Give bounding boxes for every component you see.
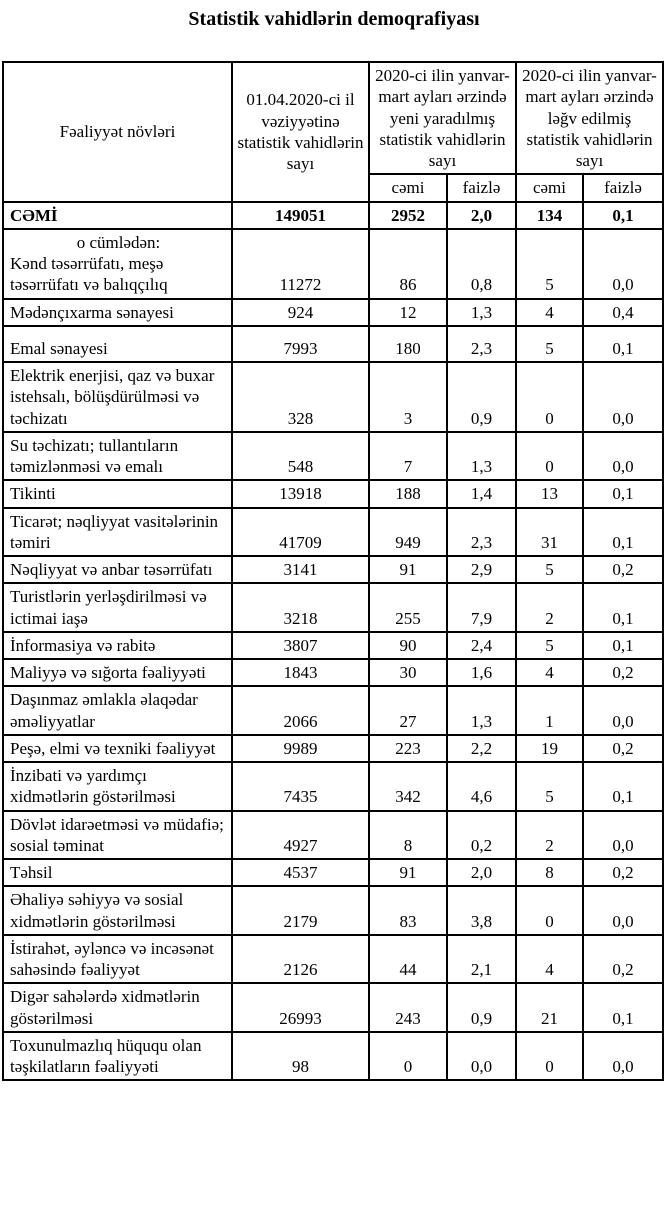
- created-percent-cell: 2,0: [447, 202, 516, 229]
- table-row: [3, 508, 663, 557]
- created-total-cell: 2952: [369, 202, 447, 229]
- table-row: [3, 632, 663, 659]
- created-total-cell: 83: [369, 886, 447, 935]
- row-label: İnzibati və yardımçı xidmətlərin göstərilməsi: [10, 766, 176, 807]
- liquidated-total-cell: 2: [516, 583, 583, 632]
- units-count-cell: 26993: [232, 983, 369, 1032]
- subheader-created-percent: faizlə: [447, 174, 516, 201]
- created-total-cell: 86: [369, 229, 447, 299]
- table-row: [3, 299, 663, 326]
- liquidated-percent-cell: 0,1: [583, 508, 663, 557]
- liquidated-total-cell: 4: [516, 299, 583, 326]
- liquidated-total-cell: 4: [516, 935, 583, 984]
- table-row: [3, 326, 663, 362]
- row-label: Dövlət idarəetməsi və müdafiə; sosial təminat: [10, 814, 224, 855]
- created-total-cell: 255: [369, 583, 447, 632]
- units-count-cell: 3807: [232, 632, 369, 659]
- created-percent-cell: 2,4: [447, 632, 516, 659]
- created-percent-cell: 0,9: [447, 362, 516, 432]
- liquidated-percent-cell: 0,2: [583, 935, 663, 984]
- row-label: Su təchizatı; tullantıların təmizlənməsi və emalı: [10, 435, 179, 476]
- activity-label-cell: [3, 811, 232, 860]
- created-percent-cell: 3,8: [447, 886, 516, 935]
- liquidated-percent-cell: 0,1: [583, 983, 663, 1032]
- row-label: Daşınmaz əmlakla əlaqədar əməliyyatlar: [10, 690, 198, 731]
- created-percent-cell: 2,3: [447, 508, 516, 557]
- row-label: CƏMİ: [10, 205, 58, 225]
- created-percent-cell: 7,9: [447, 583, 516, 632]
- header-activity-types: Fəaliyyət növləri: [3, 62, 232, 202]
- activity-label-cell: [3, 229, 232, 299]
- row-label: Peşə, elmi və texniki fəaliyyət: [10, 738, 216, 758]
- units-count-cell: 11272: [232, 229, 369, 299]
- created-percent-cell: 2,9: [447, 556, 516, 583]
- created-total-cell: 91: [369, 859, 447, 886]
- activity-label-cell: [3, 362, 232, 432]
- activity-label-cell: [3, 983, 232, 1032]
- created-percent-cell: 2,3: [447, 326, 516, 362]
- table-row: [3, 762, 663, 811]
- liquidated-total-cell: 0: [516, 432, 583, 481]
- activity-label-cell: [3, 432, 232, 481]
- header-units-count: 01.04.2020-ci il vəziyyətinə statistik vahidlərin sayı: [232, 62, 369, 202]
- activity-label-cell: [3, 886, 232, 935]
- units-count-cell: 7435: [232, 762, 369, 811]
- liquidated-total-cell: 5: [516, 762, 583, 811]
- units-count-cell: 7993: [232, 326, 369, 362]
- table-row: [3, 583, 663, 632]
- activity-label-cell: [3, 202, 232, 229]
- table-row: [3, 983, 663, 1032]
- units-count-cell: 13918: [232, 480, 369, 507]
- units-count-cell: 41709: [232, 508, 369, 557]
- table-row: [3, 432, 663, 481]
- units-count-cell: 1843: [232, 659, 369, 686]
- table-row: [3, 811, 663, 860]
- liquidated-total-cell: 0: [516, 886, 583, 935]
- statistics-table: [2, 61, 664, 1081]
- liquidated-percent-cell: 0,1: [583, 202, 663, 229]
- units-count-cell: 149051: [232, 202, 369, 229]
- created-total-cell: 949: [369, 508, 447, 557]
- liquidated-total-cell: 1: [516, 686, 583, 735]
- liquidated-percent-cell: 0,2: [583, 735, 663, 762]
- subheader-liquidated-percent: faizlə: [583, 174, 663, 201]
- activity-label-cell: [3, 508, 232, 557]
- subheader-liquidated-total: cəmi: [516, 174, 583, 201]
- activity-label-cell: [3, 762, 232, 811]
- created-total-cell: 243: [369, 983, 447, 1032]
- units-count-cell: 3141: [232, 556, 369, 583]
- liquidated-total-cell: 4: [516, 659, 583, 686]
- units-count-cell: 924: [232, 299, 369, 326]
- header-row-main: [3, 62, 663, 174]
- row-label: Elektrik enerjisi, qaz və buxar istehsalı, bölüşdürülməsi və təchizatı: [10, 366, 215, 428]
- liquidated-percent-cell: 0,0: [583, 686, 663, 735]
- created-total-cell: 8: [369, 811, 447, 860]
- row-label: Nəqliyyat və anbar təsərrüfatı: [10, 560, 213, 579]
- liquidated-percent-cell: 0,4: [583, 299, 663, 326]
- liquidated-percent-cell: 0,1: [583, 583, 663, 632]
- liquidated-percent-cell: 0,1: [583, 480, 663, 507]
- liquidated-percent-cell: 0,2: [583, 659, 663, 686]
- row-label: İnformasiya və rabitə: [10, 635, 156, 655]
- created-percent-cell: 1,3: [447, 432, 516, 481]
- created-total-cell: 12: [369, 299, 447, 326]
- created-percent-cell: 0,9: [447, 983, 516, 1032]
- header-liquidated-units: 2020-ci ilin yanvar-mart ayları ərzində ləğv edilmiş statistik vahidlərin sayı: [516, 62, 663, 174]
- created-total-cell: 0: [369, 1032, 447, 1081]
- liquidated-percent-cell: 0,0: [583, 886, 663, 935]
- liquidated-total-cell: 0: [516, 1032, 583, 1081]
- created-percent-cell: 1,3: [447, 686, 516, 735]
- row-label: Kənd təsərrüfatı, meşə təsərrüfatı və balıqçılıq: [10, 254, 168, 295]
- units-count-cell: 98: [232, 1032, 369, 1081]
- created-percent-cell: 4,6: [447, 762, 516, 811]
- page-title: Statistik vahidlərin demoqrafiyası: [188, 8, 480, 30]
- header-new-created-units: 2020-ci ilin yanvar-mart ayları ərzində yeni yaradılmış statistik vahidlərin sayı: [369, 62, 516, 174]
- created-total-cell: 3: [369, 362, 447, 432]
- liquidated-percent-cell: 0,2: [583, 556, 663, 583]
- created-percent-cell: 2,0: [447, 859, 516, 886]
- created-percent-cell: 1,3: [447, 299, 516, 326]
- table-header: [3, 62, 663, 202]
- created-percent-cell: 2,1: [447, 935, 516, 984]
- activity-label-cell: [3, 935, 232, 984]
- liquidated-percent-cell: 0,2: [583, 859, 663, 886]
- activity-label-cell: [3, 632, 232, 659]
- liquidated-total-cell: 21: [516, 983, 583, 1032]
- liquidated-total-cell: 0: [516, 362, 583, 432]
- created-total-cell: 27: [369, 686, 447, 735]
- units-count-cell: 2126: [232, 935, 369, 984]
- liquidated-percent-cell: 0,0: [583, 811, 663, 860]
- table-row: [3, 1032, 663, 1081]
- activity-label-cell: [3, 556, 232, 583]
- liquidated-percent-cell: 0,0: [583, 229, 663, 299]
- table-body: [3, 202, 663, 1081]
- row-label: Ticarət; nəqliyyat vasitələrinin təmiri: [10, 511, 219, 552]
- created-percent-cell: 0,8: [447, 229, 516, 299]
- created-total-cell: 188: [369, 480, 447, 507]
- units-count-cell: 9989: [232, 735, 369, 762]
- table-row: [3, 686, 663, 735]
- liquidated-total-cell: 5: [516, 556, 583, 583]
- units-count-cell: 2066: [232, 686, 369, 735]
- liquidated-percent-cell: 0,1: [583, 762, 663, 811]
- liquidated-total-cell: 5: [516, 632, 583, 659]
- liquidated-total-cell: 31: [516, 508, 583, 557]
- created-total-cell: 7: [369, 432, 447, 481]
- liquidated-percent-cell: 0,0: [583, 1032, 663, 1081]
- liquidated-total-cell: 19: [516, 735, 583, 762]
- activity-label-cell: [3, 1032, 232, 1081]
- liquidated-total-cell: 8: [516, 859, 583, 886]
- liquidated-percent-cell: 0,1: [583, 326, 663, 362]
- created-percent-cell: 1,4: [447, 480, 516, 507]
- liquidated-total-cell: 2: [516, 811, 583, 860]
- table-row: [3, 229, 663, 299]
- liquidated-percent-cell: 0,0: [583, 362, 663, 432]
- subheader-created-total: cəmi: [369, 174, 447, 201]
- liquidated-percent-cell: 0,0: [583, 432, 663, 481]
- liquidated-total-cell: 5: [516, 229, 583, 299]
- table-row: [3, 935, 663, 984]
- table-row: [3, 362, 663, 432]
- liquidated-total-cell: 5: [516, 326, 583, 362]
- row-label: Toxunulmazlıq hüququ olan təşkilatların fəaliyyəti: [10, 1035, 202, 1076]
- activity-label-cell: [3, 659, 232, 686]
- created-total-cell: 44: [369, 935, 447, 984]
- table-row: [3, 659, 663, 686]
- table-row: [3, 202, 663, 229]
- row-label: Mədənçıxarma sənayesi: [10, 302, 174, 322]
- row-label: Digər sahələrdə xidmətlərin göstərilməsi: [10, 987, 200, 1028]
- row-label: Əhaliyə səhiyyə və sosial xidmətlərin göstərilməsi: [10, 890, 184, 931]
- activity-label-cell: [3, 299, 232, 326]
- activity-label-cell: [3, 735, 232, 762]
- activity-label-cell: [3, 326, 232, 362]
- activity-label-cell: [3, 480, 232, 507]
- created-total-cell: 30: [369, 659, 447, 686]
- created-total-cell: 342: [369, 762, 447, 811]
- created-percent-cell: 0,0: [447, 1032, 516, 1081]
- liquidated-percent-cell: 0,1: [583, 632, 663, 659]
- table-row: [3, 556, 663, 583]
- row-label: İstirahət, əyləncə və incəsənət sahəsində fəaliyyət: [10, 938, 214, 979]
- table-row: [3, 886, 663, 935]
- created-total-cell: 91: [369, 556, 447, 583]
- table-row: [3, 480, 663, 507]
- row-label: Maliyyə və sığorta fəaliyyəti: [10, 663, 206, 682]
- units-count-cell: 328: [232, 362, 369, 432]
- row-label: Tikinti: [10, 484, 56, 504]
- units-count-cell: 548: [232, 432, 369, 481]
- units-count-cell: 4927: [232, 811, 369, 860]
- table-row: [3, 735, 663, 762]
- activity-label-cell: [3, 686, 232, 735]
- units-count-cell: 4537: [232, 859, 369, 886]
- created-total-cell: 180: [369, 326, 447, 362]
- units-count-cell: 3218: [232, 583, 369, 632]
- row-label: Emal sənayesi: [10, 338, 108, 358]
- units-count-cell: 2179: [232, 886, 369, 935]
- created-percent-cell: 0,2: [447, 811, 516, 860]
- row-label: Turistlərin yerləşdirilməsi və ictimai iaşə: [10, 587, 207, 628]
- liquidated-total-cell: 134: [516, 202, 583, 229]
- row-label: Təhsil: [10, 863, 53, 882]
- created-total-cell: 90: [369, 632, 447, 659]
- created-percent-cell: 1,6: [447, 659, 516, 686]
- activity-label-cell: [3, 859, 232, 886]
- row-prefix: o cümlədən:: [76, 232, 161, 252]
- created-percent-cell: 2,2: [447, 735, 516, 762]
- liquidated-total-cell: 13: [516, 480, 583, 507]
- table-row: [3, 859, 663, 886]
- created-total-cell: 223: [369, 735, 447, 762]
- activity-label-cell: [3, 583, 232, 632]
